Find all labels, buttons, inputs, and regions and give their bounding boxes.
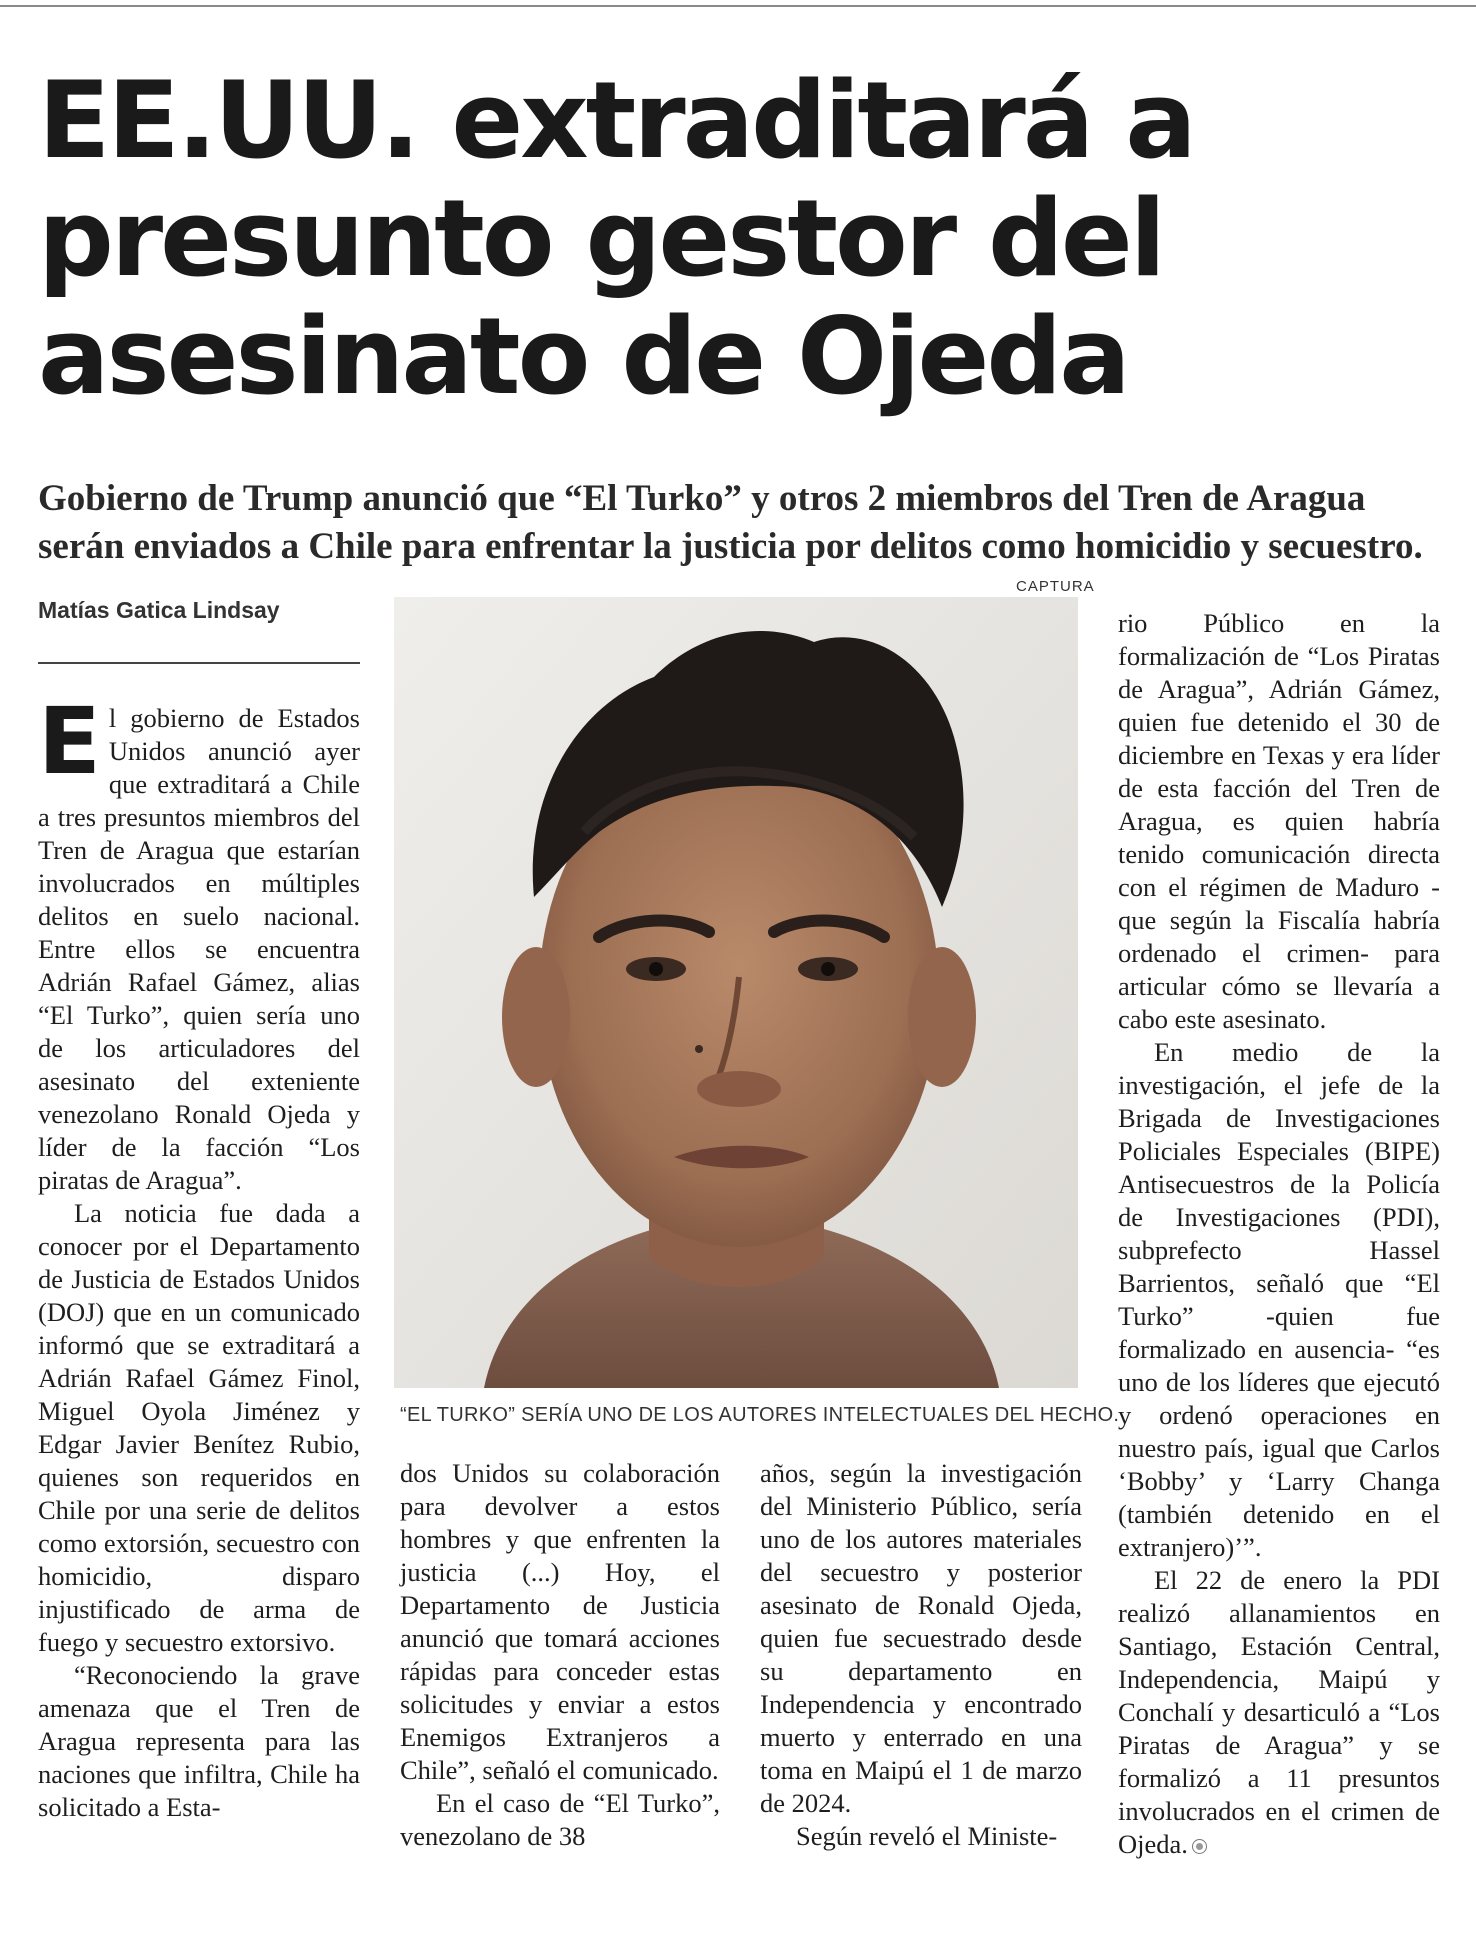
article-column-2 xyxy=(400,1457,720,1853)
byline: Matías Gatica Lindsay xyxy=(38,597,280,623)
paragraph: años, según la investigación del Ministerio Público, sería uno de los autores materiales del secuestro y posterior asesinato de Ronald Ojeda, quien fue secuestrado desde su departamento en Independencia y encontrado muerto y enterrado en una toma en Maipú el 1 de marzo de 2024. xyxy=(760,1458,1082,1818)
headline xyxy=(38,59,1438,418)
paragraph-text: El 22 de enero la PDI realizó allanamientos en Santiago, Estación Central, Independencia, Maipú y Conchalí y desarticuló a “Los Piratas de Aragua” y se formalizó a 11 presuntos involucrados en el crimen de Ojeda. xyxy=(1118,1565,1440,1859)
headline-line-3: asesinato de Ojeda xyxy=(38,295,1128,418)
article-column-3 xyxy=(760,1457,1082,1853)
paragraph: dos Unidos su colaboración para devolver a estos hombres y que enfrenten la justicia (...) Hoy, el Departamento de Justicia anunció que tomará acciones rápidas para conceder estas solicitudes y enviar a estos Enemigos Extranjeros a Chile”, señaló el comunicado. xyxy=(400,1458,720,1785)
drop-cap: E xyxy=(38,688,101,795)
photo-credit: CAPTURA xyxy=(1016,578,1095,595)
deck-line-1: Gobierno de Trump anunció que “El Turko” y otros 2 miembros del Tren de Aragua xyxy=(38,478,1366,519)
photo-caption: “EL TURKO” SERÍA UNO DE LOS AUTORES INTELECTUALES DEL HECHO. xyxy=(400,1404,1120,1426)
headline-line-1: EE.UU. extraditará a xyxy=(38,59,1194,182)
portrait-illustration xyxy=(394,597,1078,1388)
article-column-1 xyxy=(38,688,360,1824)
deck xyxy=(38,475,1458,571)
top-rule xyxy=(0,5,1476,7)
headline-line-2: presunto gestor del xyxy=(38,177,1164,300)
paragraph: En medio de la investigación, el jefe de la Brigada de Investigaciones Policiales Especiales (BIPE) Antisecuestros de la Policía de Investigaciones (PDI), subprefecto Hassel Barrientos, señaló que “El Turko” -quien fue formalizado en ausencia- “es uno de los líderes que ejecutó y ordenó operaciones en nuestro país, igual que Carlos ‘Bobby’ y ‘Larry Changa (también detenido en el extranjero)’”. xyxy=(1118,1037,1440,1562)
portrait-photo xyxy=(394,597,1078,1388)
paragraph-text: l gobierno de Estados Unidos anunció ayer que extraditará a Chile a tres presuntos miembros del Tren de Aragua que estarían involucrados en múltiples delitos en suelo nacional. Entre ellos se encuentra Adrián Rafael Gámez, alias “El Turko”, quien sería uno de los articuladores del asesinato del exteniente venezolano Ronald Ojeda y líder de la facción “Los piratas de Aragua”. xyxy=(38,703,360,1195)
paragraph: rio Público en la formalización de “Los Piratas de Aragua”, Adrián Gámez, quien fue detenido el 30 de diciembre en Texas y era líder de esta facción del Tren de Aragua, es quien habría tenido comunicación directa con el régimen de Maduro -que según la Fiscalía habría ordenado el crimen- para articular cómo se llevaría a cabo este asesinato. xyxy=(1118,608,1440,1034)
paragraph xyxy=(1118,1564,1440,1861)
end-of-article-icon xyxy=(1192,1839,1207,1854)
paragraph: Según reveló el Ministe- xyxy=(796,1821,1058,1851)
paragraph: “Reconociendo la grave amenaza que el Tren de Aragua representa para las naciones que infiltra, Chile ha solicitado a Esta- xyxy=(38,1660,360,1822)
paragraph: La noticia fue dada a conocer por el Departamento de Justicia de Estados Unidos (DOJ) que en un comunicado informó que se extraditará a Adrián Rafael Gámez Finol, Miguel Oyola Jiménez y Edgar Javier Benítez Rubio, quienes son requeridos en Chile por una serie de delitos como extorsión, secuestro con homicidio, disparo injustificado de arma de fuego y secuestro extorsivo. xyxy=(38,1198,360,1657)
paragraph: En el caso de “El Turko”, venezolano de 38 xyxy=(400,1788,720,1851)
deck-line-2: serán enviados a Chile para enfrentar la justicia por delitos como homicidio y secuestro. xyxy=(38,526,1423,567)
article-column-4 xyxy=(1118,607,1440,1861)
byline-rule xyxy=(38,662,360,664)
paragraph xyxy=(38,688,360,1197)
